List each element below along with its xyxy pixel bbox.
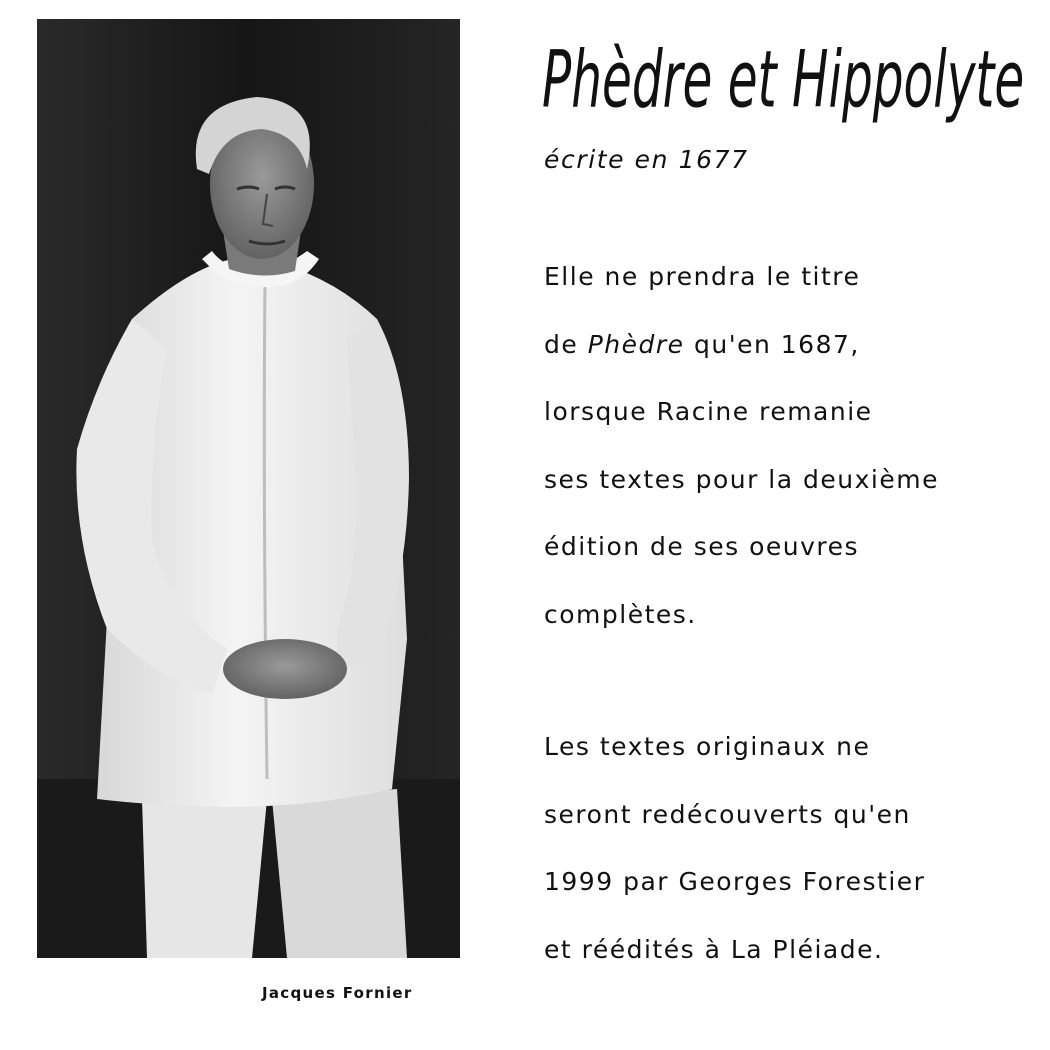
line-2-prefix: de (544, 329, 588, 359)
paragraph-2-line-3: 1999 par Georges Forestier (544, 867, 926, 896)
paragraph-1-line-6: complètes. (544, 599, 697, 629)
subtitle: écrite en 1677 (544, 145, 749, 174)
paragraph-2 (544, 732, 1044, 1002)
actor-figure-illustration (37, 19, 460, 958)
paragraph-2-line-2: seront redécouverts qu'en (544, 799, 911, 829)
paragraph-1-line-2 (544, 330, 1044, 398)
paragraph-1 (544, 262, 1044, 667)
paragraph-1-line-1: Elle ne prendra le titre (544, 262, 861, 291)
page-title: Phèdre et Hippolyte (542, 33, 1025, 126)
photo-caption: Jacques Fornier (262, 984, 413, 1002)
paragraph-2-line-1: Les textes originaux ne (544, 732, 871, 761)
line-2-suffix: qu'en 1687, (684, 329, 860, 359)
paragraph-1-line-3: lorsque Racine remanie (544, 397, 873, 426)
paragraph-1-line-4: ses textes pour la deuxième (544, 464, 939, 494)
paragraph-1-line-5: édition de ses oeuvres (544, 532, 860, 561)
actor-photo (37, 19, 460, 958)
play-title-emphasis: Phèdre (587, 329, 685, 359)
paragraph-2-line-4: et réédités à La Pléiade. (544, 934, 884, 964)
